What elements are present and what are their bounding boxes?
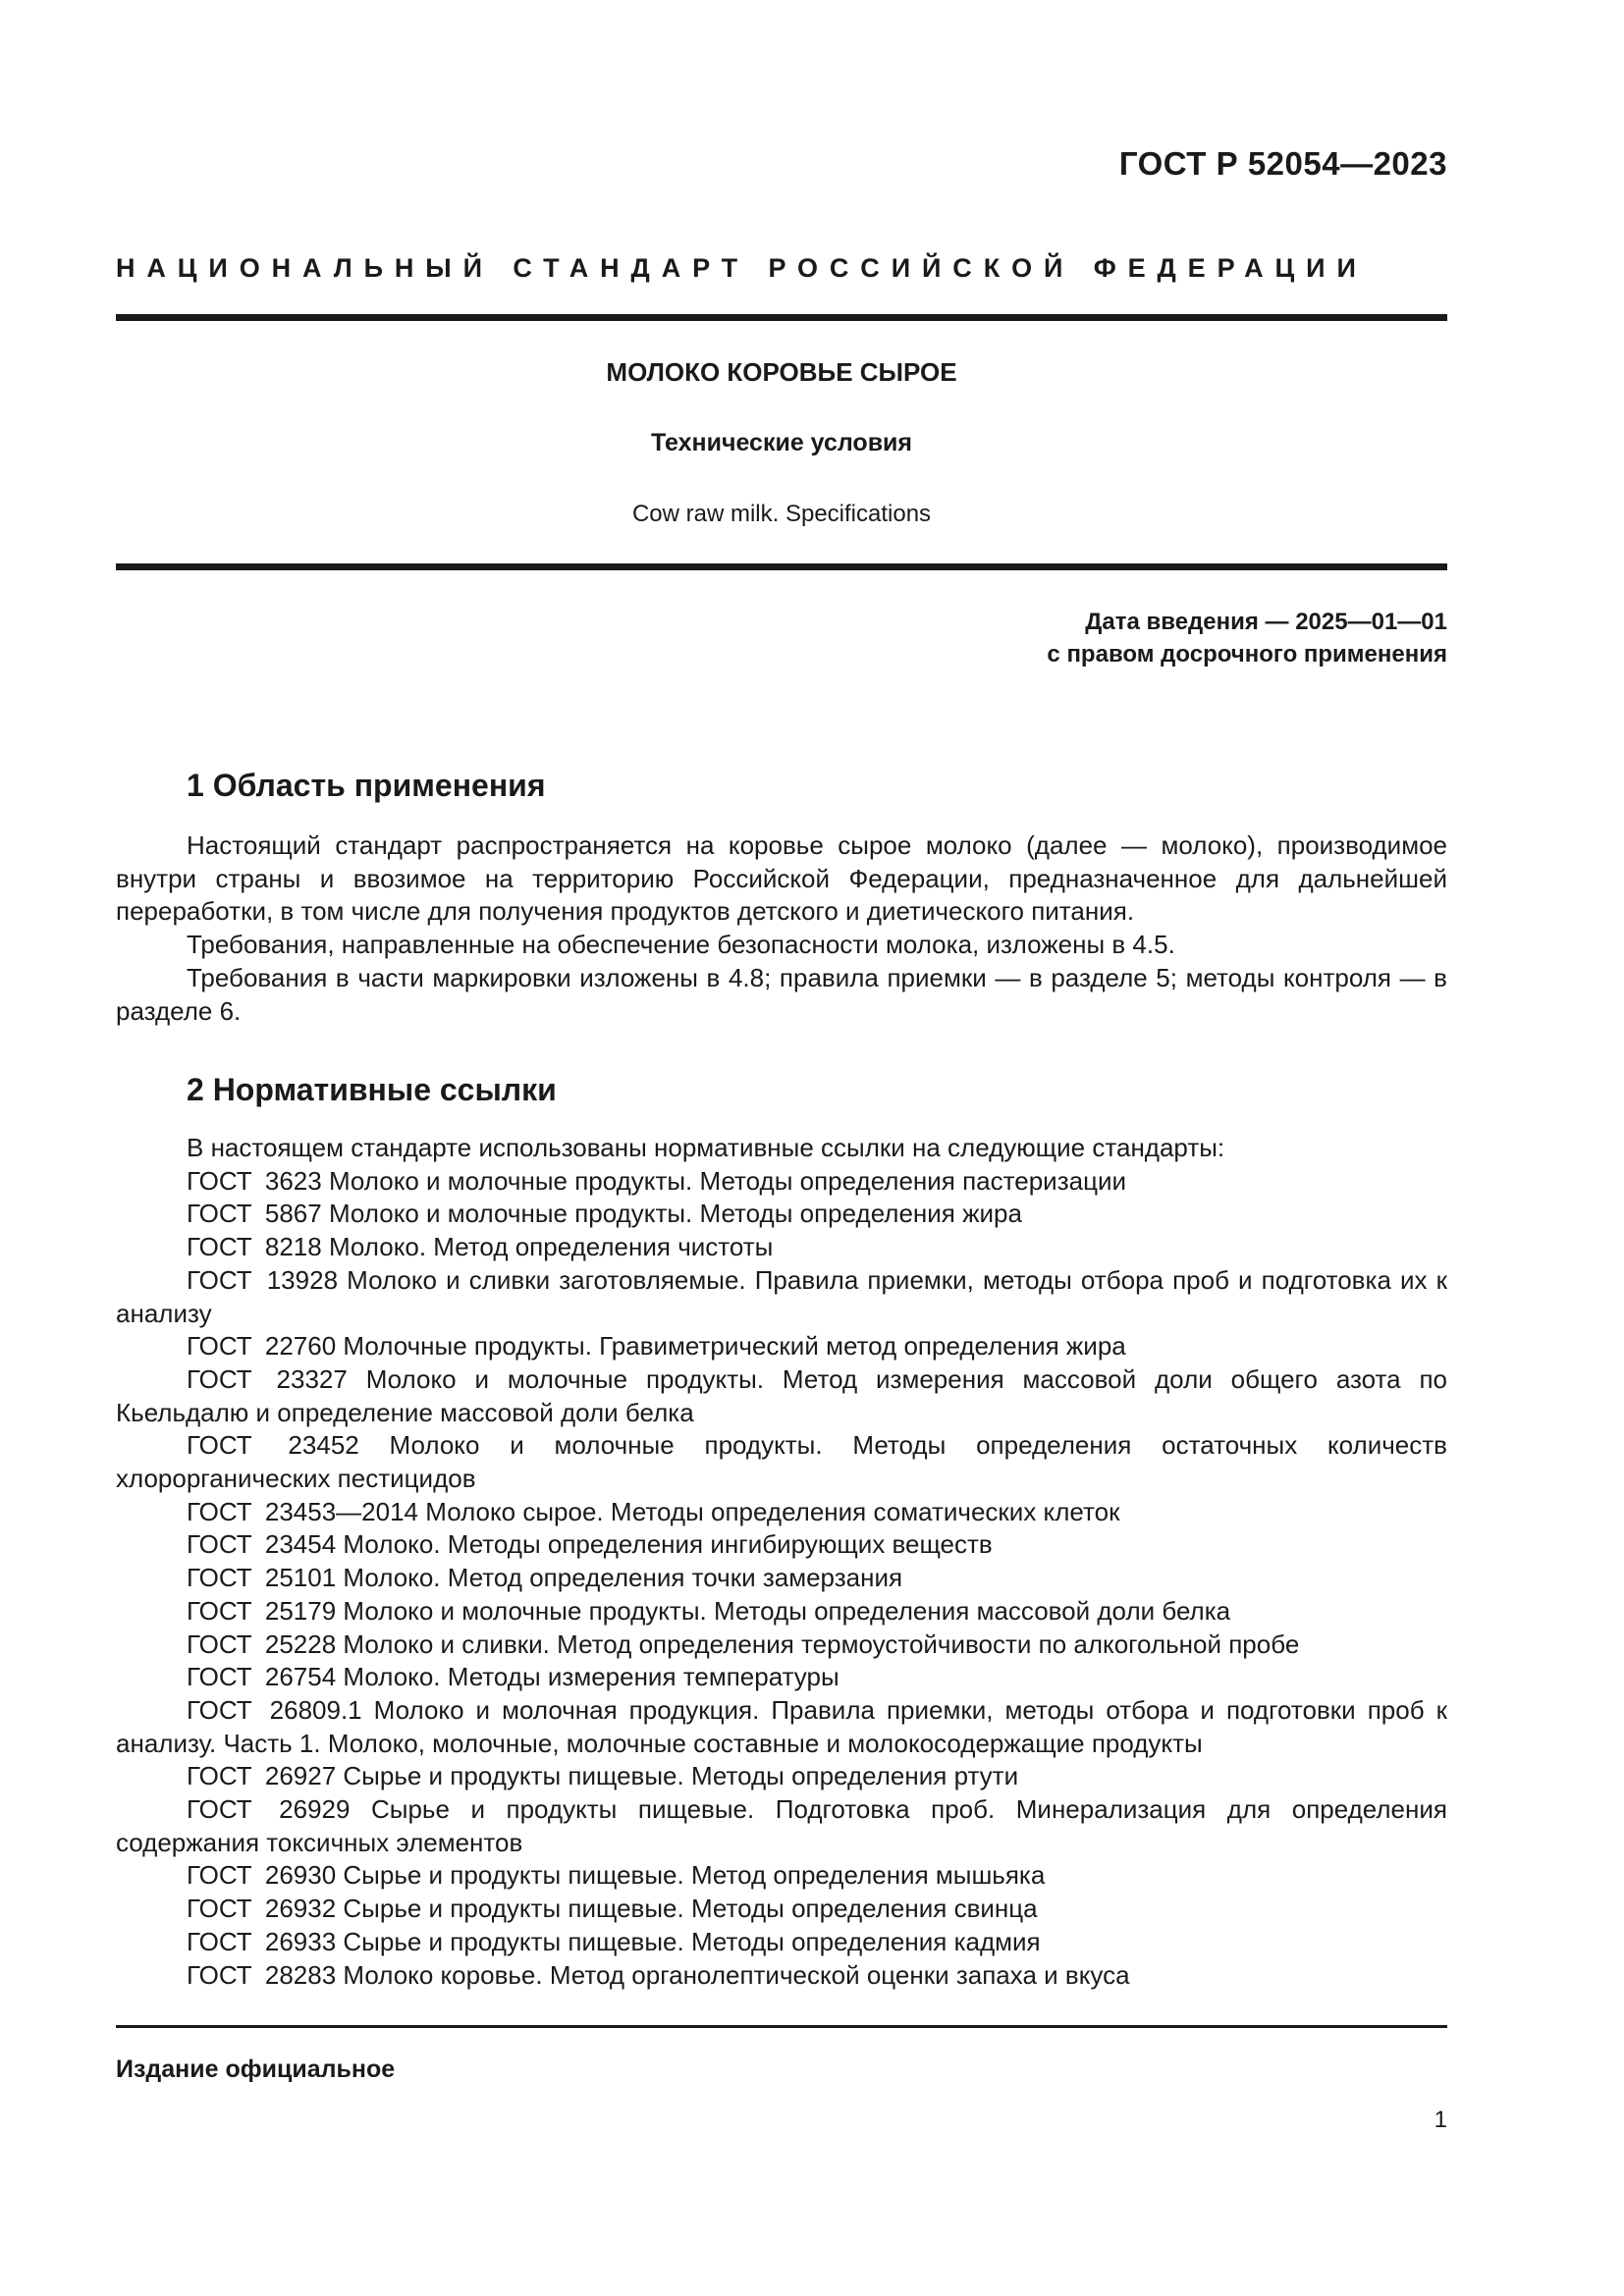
references-list: [116, 1165, 1447, 1993]
reference-item: [116, 1793, 1447, 1859]
reference-item: [116, 1959, 1447, 1993]
section-2-heading: 2 Нормативные ссылки: [187, 1072, 557, 1107]
document-subtitle: Технические условия: [650, 429, 913, 456]
reference-title: Молоко сырое. Методы определения соматических клеток: [425, 1496, 1120, 1526]
early-application-note: с правом досрочного применения: [1047, 641, 1447, 667]
reference-item: [116, 1595, 1447, 1629]
reference-code: ГОСТ 8218: [187, 1232, 322, 1262]
reference-code: ГОСТ 26754: [187, 1662, 337, 1692]
reference-item: [116, 1760, 1447, 1793]
reference-item: [116, 1926, 1447, 1959]
references-lead: В настоящем стандарте использованы нормативные ссылки на следующие стандарты:: [187, 1133, 1225, 1162]
section-1-paragraph: Требования в части маркировки изложены в 4.8; правила приемки — в разделе 5; методы контроля — в разделе 6.: [116, 962, 1447, 1026]
reference-code: ГОСТ 26927: [187, 1761, 337, 1791]
reference-item: [116, 1165, 1447, 1199]
reference-code: ГОСТ 5867: [187, 1199, 322, 1229]
reference-title: Молоко и молочные продукты. Методы определения пастеризации: [328, 1165, 1127, 1196]
reference-item: [116, 1528, 1447, 1562]
reference-item: [116, 1231, 1447, 1264]
reference-code: ГОСТ 26809.1: [187, 1694, 362, 1725]
standard-code: ГОСТ Р 52054—2023: [1118, 145, 1447, 182]
reference-code: ГОСТ 23453—2014: [187, 1496, 419, 1526]
reference-code: ГОСТ 3623: [187, 1165, 322, 1196]
section-1-body: [116, 829, 1447, 1028]
reference-code: ГОСТ 13928: [187, 1264, 339, 1295]
introduction-date-block: [1047, 606, 1447, 670]
reference-code: ГОСТ 28283: [187, 1959, 337, 1990]
reference-item: [116, 1330, 1447, 1363]
reference-title: Молоко и молочные продукты. Методы определения жира: [328, 1199, 1022, 1229]
section-1-paragraph: Требования, направленные на обеспечение безопасности молока, изложены в 4.5.: [187, 930, 1175, 960]
introduction-date: Дата введения — 2025—01—01: [1085, 609, 1447, 635]
reference-title: Молоко. Метод определения чистоты: [328, 1232, 774, 1262]
reference-code: ГОСТ 23327: [187, 1363, 348, 1394]
document-title: МОЛОКО КОРОВЬЕ СЫРОЕ: [606, 357, 957, 387]
english-title: Cow raw milk. Specifications: [631, 501, 932, 527]
reference-item: [116, 1893, 1447, 1926]
reference-title: Сырье и продукты пищевые. Методы определения ртути: [343, 1761, 1019, 1791]
reference-title: Молочные продукты. Гравиметрический метод определения жира: [343, 1331, 1126, 1362]
reference-code: ГОСТ 26933: [187, 1926, 337, 1956]
section-2-body: [116, 1132, 1447, 1992]
official-edition-label: Издание официальное: [116, 2056, 396, 2083]
reference-title: Молоко и молочные продукты. Метод измерения массовой доли общего азота по Кьельдалю и определение массовой доли белка: [116, 1363, 1447, 1427]
reference-code: ГОСТ 23452: [187, 1430, 359, 1461]
section-1-paragraph: Настоящий стандарт распространяется на коровье сырое молоко (далее — молоко), производимое внутри страны и ввозимое на территорию Российской Федерации, предназначенное для дальнейшей переработки, в том числе для получения продуктов детского и диетического питания.: [116, 830, 1447, 927]
reference-item: [116, 1496, 1447, 1529]
reference-title: Молоко. Методы определения ингибирующих веществ: [343, 1529, 993, 1560]
reference-item: [116, 1694, 1447, 1760]
page-number: 1: [1434, 2107, 1447, 2133]
reference-title: Молоко и молочная продукция. Правила приемки, методы отбора и подготовки проб к анализу. Часть 1. Молоко, молочные, молочные составные и молокосодержащие продукты: [116, 1694, 1447, 1758]
reference-code: ГОСТ 22760: [187, 1331, 337, 1362]
reference-item: [116, 1661, 1447, 1694]
header-rule: [116, 314, 1447, 321]
reference-code: ГОСТ 26932: [187, 1894, 337, 1924]
reference-title: Сырье и продукты пищевые. Методы определения кадмия: [343, 1926, 1041, 1956]
reference-title: Молоко коровье. Метод органолептической оценки запаха и вкуса: [343, 1959, 1130, 1990]
reference-code: ГОСТ 25228: [187, 1629, 337, 1659]
reference-title: Молоко. Метод определения точки замерзания: [343, 1563, 903, 1593]
reference-code: ГОСТ 25101: [187, 1563, 337, 1593]
reference-item: [116, 1429, 1447, 1495]
reference-title: Молоко. Методы измерения температуры: [343, 1662, 839, 1692]
reference-title: Сырье и продукты пищевые. Методы определения свинца: [343, 1894, 1038, 1924]
reference-title: Сырье и продукты пищевые. Подготовка проб. Минерализация для определения содержания токсичных элементов: [116, 1794, 1447, 1857]
reference-title: Сырье и продукты пищевые. Метод определения мышьяка: [343, 1860, 1046, 1891]
reference-item: [116, 1859, 1447, 1893]
national-standard-banner: НАЦИОНАЛЬНЫЙ СТАНДАРТ РОССИЙСКОЙ ФЕДЕРАЦИИ: [116, 253, 1368, 283]
reference-code: ГОСТ 26929: [187, 1794, 351, 1825]
reference-item: [116, 1198, 1447, 1231]
reference-item: [116, 1264, 1447, 1330]
reference-code: ГОСТ 26930: [187, 1860, 337, 1891]
reference-code: ГОСТ 23454: [187, 1529, 337, 1560]
title-rule: [116, 563, 1447, 570]
reference-title: Молоко и молочные продукты. Методы определения массовой доли белка: [343, 1595, 1231, 1626]
reference-item: [116, 1629, 1447, 1662]
reference-title: Молоко и сливки заготовляемые. Правила приемки, методы отбора проб и подготовка их к анализу: [116, 1264, 1447, 1328]
reference-code: ГОСТ 25179: [187, 1595, 337, 1626]
section-1-heading: 1 Область применения: [187, 768, 546, 803]
reference-title: Молоко и молочные продукты. Методы определения остаточных количеств хлорорганических пестицидов: [116, 1430, 1447, 1494]
reference-title: Молоко и сливки. Метод определения термоустойчивости по алкогольной пробе: [343, 1629, 1300, 1659]
footer-rule: [116, 2025, 1447, 2028]
reference-item: [116, 1562, 1447, 1595]
reference-item: [116, 1363, 1447, 1429]
